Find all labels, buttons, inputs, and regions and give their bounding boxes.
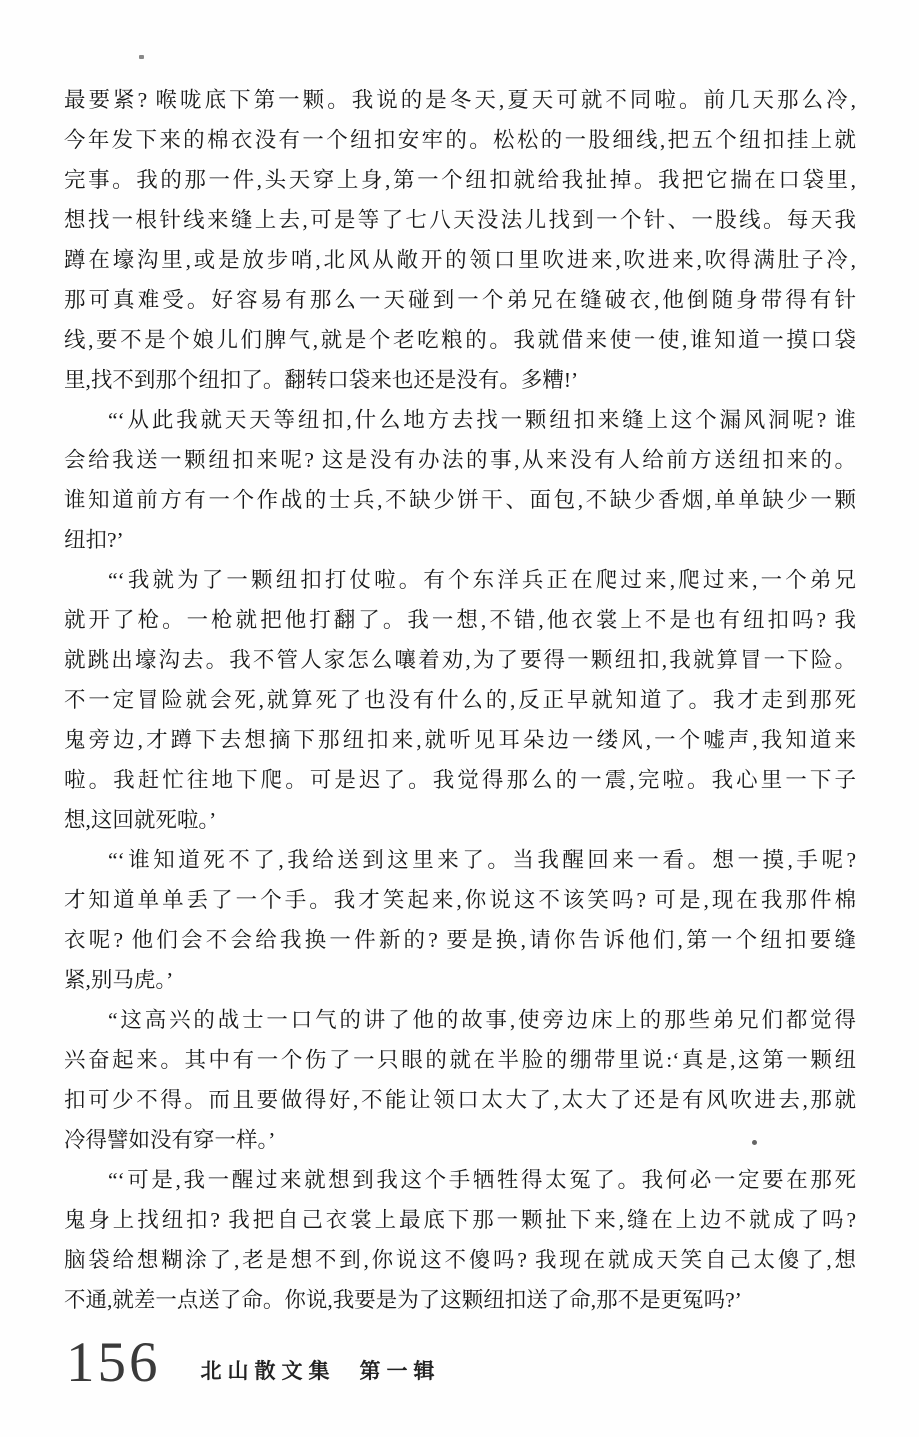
text-line: 那可真难受。好容易有那么一天碰到一个弟兄在缝破衣,他倒随身带得有针 [64, 288, 856, 312]
text-line: 会给我送一颗纽扣来呢? 这是没有办法的事,从来没有人给前方送纽扣来的。 [64, 448, 856, 472]
text-line: 完事。我的那一件,头天穿上身,第一个纽扣就给我扯掉。我把它揣在口袋里, [64, 168, 856, 192]
text-line: 脑袋给想糊涂了,老是想不到,你说这不傻吗? 我现在就成天笑自己太傻了,想 [64, 1248, 856, 1272]
body-text [64, 80, 856, 1320]
book-meta [201, 1355, 441, 1385]
text-line: 想找一根针线来缝上去,可是等了七八天没法儿找到一个针、一股线。每天我 [64, 208, 856, 232]
scan-speck [752, 1140, 757, 1145]
text-line: 紧,别马虎。’ [64, 968, 174, 992]
page-footer [66, 1331, 441, 1394]
text-line: 不通,就差一点送了命。你说,我要是为了这颗纽扣送了命,那不是更冤吗?’ [64, 1288, 742, 1312]
text-line: 冷得譬如没有穿一样。’ [64, 1128, 276, 1152]
text-line: “‘从此我就天天等纽扣,什么地方去找一颗纽扣来缝上这个漏风洞呢? 谁 [108, 408, 856, 432]
text-line: 就跳出壕沟去。我不管人家怎么嚷着劝,为了要得一颗纽扣,我就算冒一下险。 [64, 648, 856, 672]
text-line: “‘可是,我一醒过来就想到我这个手牺牲得太冤了。我何必一定要在那死 [108, 1168, 856, 1192]
text-line: 里,找不到那个纽扣了。翻转口袋来也还是没有。多糟!’ [64, 368, 579, 392]
text-line: 兴奋起来。其中有一个伤了一只眼的就在半脸的绷带里说:‘真是,这第一颗纽 [64, 1048, 856, 1072]
text-line: “这高兴的战士一口气的讲了他的故事,使旁边床上的那些弟兄们都觉得 [108, 1008, 856, 1032]
text-line: 啦。我赶忙往地下爬。可是迟了。我觉得那么的一震,完啦。我心里一下子 [64, 768, 856, 792]
text-line: “‘谁知道死不了,我给送到这里来了。当我醒回来一看。想一摸,手呢? [108, 848, 856, 872]
text-line: 最要紧? 喉咙底下第一颗。我说的是冬天,夏天可就不同啦。前几天那么冷, [64, 88, 856, 112]
text-line: 谁知道前方有一个作战的士兵,不缺少饼干、面包,不缺少香烟,单单缺少一颗 [64, 488, 856, 512]
text-line: 鬼旁边,才蹲下去想摘下那纽扣来,就听见耳朵边一缕风,一个嘘声,我知道来 [64, 728, 856, 752]
book-title: 北山散文集 [200, 1359, 336, 1383]
scan-speck [139, 55, 144, 59]
text-line: 蹲在壕沟里,或是放步哨,北风从敞开的领口里吹进来,吹进来,吹得满肚子冷, [64, 248, 856, 272]
text-line: 不一定冒险就会死,就算死了也没有什么的,反正早就知道了。我才走到那死 [64, 688, 856, 712]
text-line: 鬼身上找纽扣? 我把自己衣裳上最底下那一颗扯下来,缝在上边不就成了吗? [64, 1208, 856, 1232]
text-line: 扣可少不得。而且要做得好,不能让领口太大了,太大了还是有风吹进去,那就 [64, 1088, 856, 1112]
text-line: 纽扣?’ [64, 528, 124, 552]
volume-label: 第一辑 [359, 1359, 441, 1383]
page-number: 156 [66, 1331, 161, 1394]
text-line: 就开了枪。一枪就把他打翻了。我一想,不错,他衣裳上不是也有纽扣吗? 我 [64, 608, 856, 632]
text-line: 衣呢? 他们会不会给我换一件新的? 要是换,请你告诉他们,第一个纽扣要缝 [64, 928, 856, 952]
text-line: 今年发下来的棉衣没有一个纽扣安牢的。松松的一股细线,把五个纽扣挂上就 [64, 128, 856, 152]
text-line: 才知道单单丢了一个手。我才笑起来,你说这不该笑吗? 可是,现在我那件棉 [64, 888, 856, 912]
text-line: 想,这回就死啦。’ [64, 808, 217, 832]
text-line: 线,要不是个娘儿们脾气,就是个老吃粮的。我就借来使一使,谁知道一摸口袋 [64, 328, 856, 352]
text-line: “‘我就为了一颗纽扣打仗啦。有个东洋兵正在爬过来,爬过来,一个弟兄 [108, 568, 856, 592]
